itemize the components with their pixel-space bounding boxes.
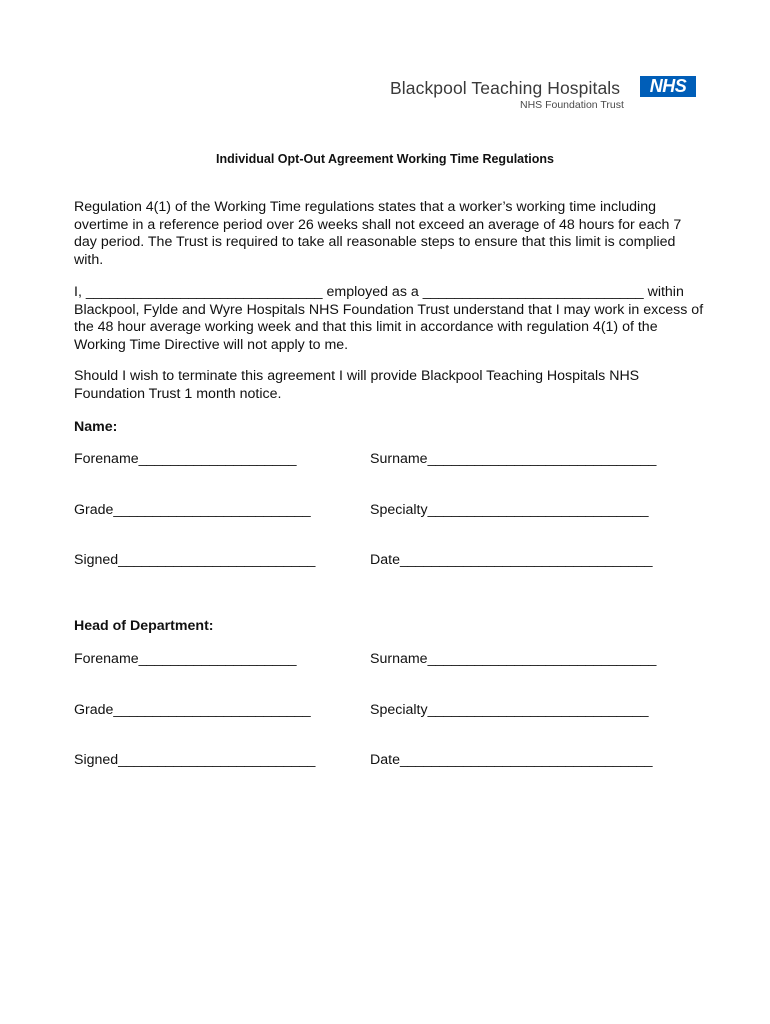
document-title: Individual Opt-Out Agreement Working Time Regulations	[216, 152, 554, 166]
employee-date-field[interactable]: Date________________________________	[370, 552, 653, 568]
hod-date-field[interactable]: Date________________________________	[370, 752, 653, 768]
employee-name-heading: Name:	[74, 419, 118, 435]
trust-subtitle: NHS Foundation Trust	[520, 99, 624, 111]
trust-name: Blackpool Teaching Hospitals	[390, 78, 621, 98]
hod-surname-field[interactable]: Surname_____________________________	[370, 651, 657, 667]
nhs-badge-text: NHS	[649, 76, 687, 96]
agreement-paragraph: I, ______________________________ employed as a ____________________________ within Blackpool, Fylde and Wyre Hospitals NHS Foundation Trust understand that I may work in excess of the 48 hour average working week and that this limit in accordance with regulation 4(1) of the Working Time Directive will not apply to me.	[74, 284, 704, 353]
employee-specialty-field[interactable]: Specialty____________________________	[370, 502, 649, 518]
termination-paragraph: Should I wish to terminate this agreement I will provide Blackpool Teaching Hospitals NHS Foundation Trust 1 month notice.	[74, 368, 640, 402]
hod-forename-field[interactable]: Forename____________________	[74, 651, 297, 667]
employee-surname-field[interactable]: Surname_____________________________	[370, 451, 657, 467]
intro-paragraph: Regulation 4(1) of the Working Time regulations states that a worker’s working time including overtime in a reference period over 26 weeks shall not exceed an average of 48 hours for each 7 day period. The Trust is required to take all reasonable steps to ensure that this limit is complied with.	[74, 199, 682, 268]
hod-signed-field[interactable]: Signed_________________________	[74, 752, 316, 768]
employee-forename-field[interactable]: Forename____________________	[74, 451, 297, 467]
hod-specialty-field[interactable]: Specialty____________________________	[370, 702, 649, 718]
trust-logo	[390, 74, 700, 114]
employee-grade-field[interactable]: Grade_________________________	[74, 502, 311, 518]
nhs-badge	[640, 76, 696, 97]
head-of-department-heading: Head of Department:	[74, 618, 214, 634]
hod-grade-field[interactable]: Grade_________________________	[74, 702, 311, 718]
employee-signed-field[interactable]: Signed_________________________	[74, 552, 316, 568]
